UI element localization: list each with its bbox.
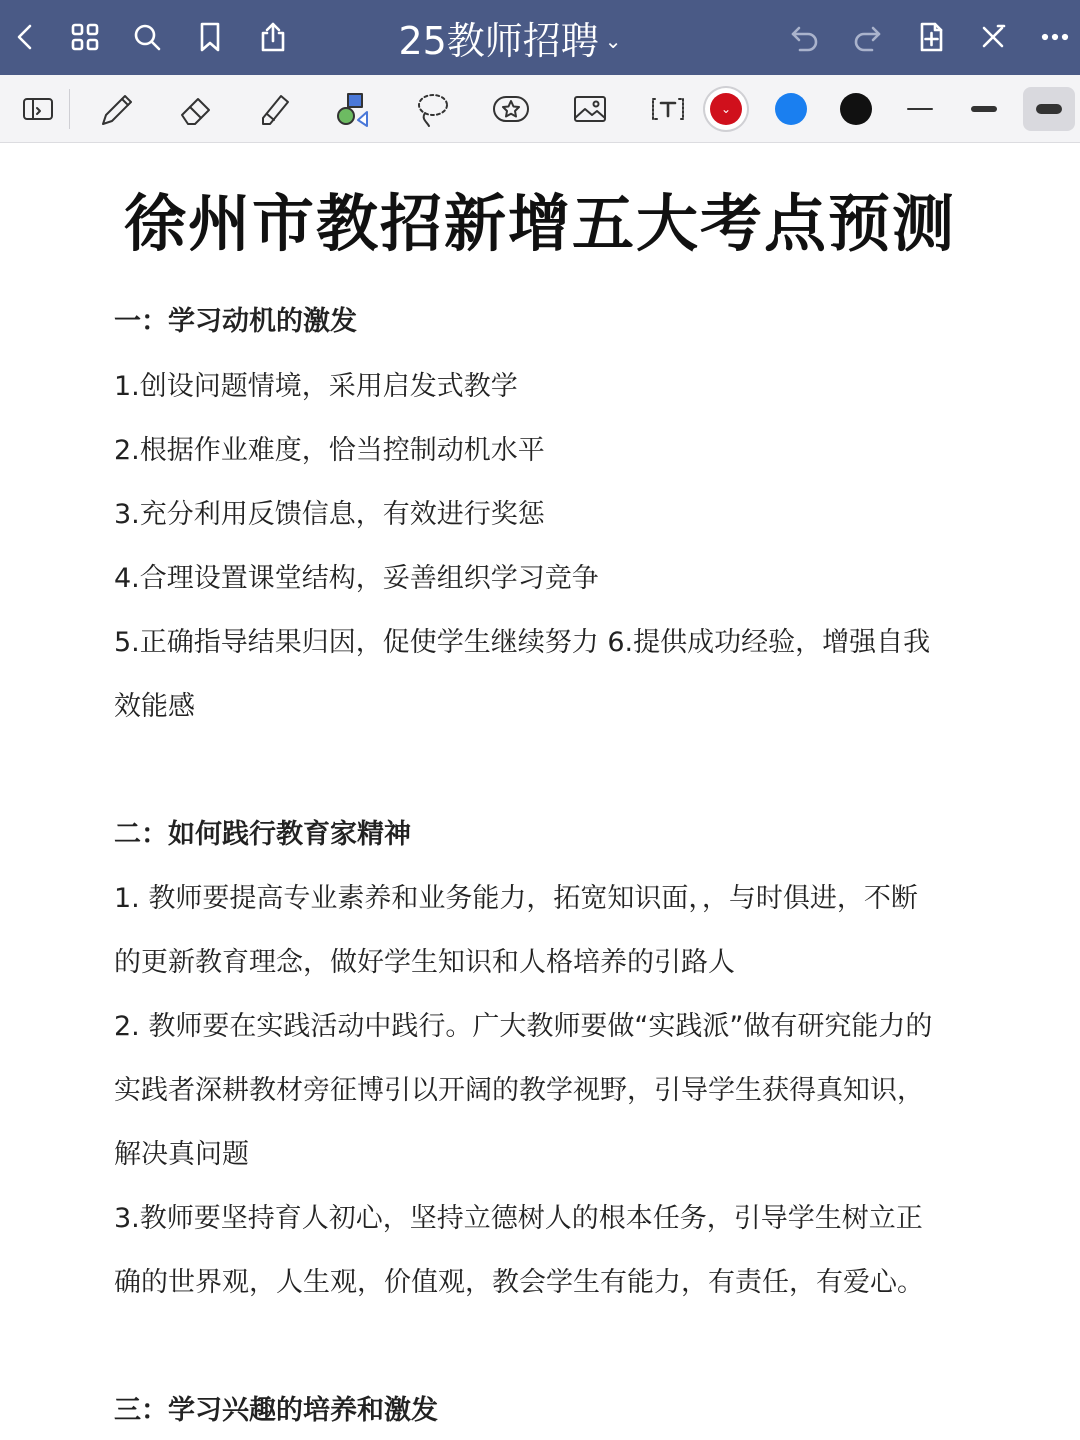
text-line: 3.教师要坚持育人初心，坚持立德树人的根本任务，引导学生树立正 <box>114 1203 923 1234</box>
lasso-icon[interactable] <box>404 82 460 136</box>
section-heading: 二：如何践行教育家精神 <box>114 819 411 850</box>
color-swatch-black[interactable] <box>840 93 872 125</box>
redo-icon[interactable] <box>842 12 892 62</box>
text-line: 1. 教师要提高专业素养和业务能力，拓宽知识面，，与时俱进，不断 <box>114 883 918 914</box>
color-swatch-blue[interactable] <box>775 93 807 125</box>
undo-icon[interactable] <box>780 12 830 62</box>
search-icon[interactable] <box>122 12 172 62</box>
color-swatch-red[interactable] <box>710 93 742 125</box>
highlighter-icon[interactable] <box>246 82 302 136</box>
share-icon[interactable] <box>248 12 298 62</box>
section-heading: 一：学习动机的激发 <box>114 306 357 337</box>
stroke-thick-button[interactable] <box>1023 87 1075 131</box>
toolbar-divider <box>69 89 70 129</box>
document-title: 25教师招聘 <box>398 19 599 63</box>
image-icon[interactable] <box>562 82 618 136</box>
annotation-toolbar <box>0 75 1080 143</box>
pen-icon[interactable] <box>88 82 144 136</box>
add-page-icon[interactable] <box>906 12 956 62</box>
document-page <box>0 144 1080 1440</box>
document-title-dropdown[interactable] <box>360 0 660 75</box>
text-line: 的更新教育理念，做好学生知识和人格培养的引路人 <box>114 947 735 978</box>
text-line: 实践者深耕教材旁征博引以开阔的教学视野，引导学生获得真知识， <box>114 1075 924 1106</box>
text-line: 3.充分利用反馈信息，有效进行奖惩 <box>114 499 545 530</box>
page-title: 徐州市教招新增五大考点预测 <box>123 187 956 260</box>
grid-icon[interactable] <box>60 12 110 62</box>
close-icon[interactable] <box>968 12 1018 62</box>
back-icon[interactable] <box>0 12 50 62</box>
text-line: 5.正确指导结果归因，促使学生继续努力 6.提供成功经验，增强自我 <box>114 627 931 658</box>
chevron-down-icon: ⌄ <box>720 102 732 116</box>
chevron-down-icon: ⌄ <box>604 28 622 53</box>
text-line: 4.合理设置课堂结构，妥善组织学习竞争 <box>114 563 599 594</box>
eraser-icon[interactable] <box>167 82 223 136</box>
shapes-icon[interactable] <box>325 82 381 136</box>
text-line: 解决真问题 <box>114 1139 249 1170</box>
text-line: 确的世界观，人生观，价值观，教会学生有能力，有责任，有爱心。 <box>114 1267 924 1298</box>
top-navigation-bar <box>0 0 1080 75</box>
stroke-thin-button[interactable] <box>894 87 946 131</box>
text-icon[interactable] <box>640 82 696 136</box>
sidebar-toggle-icon[interactable] <box>10 82 66 136</box>
bookmark-icon[interactable] <box>185 12 235 62</box>
more-icon[interactable] <box>1030 12 1080 62</box>
section-heading: 三：学习兴趣的培养和激发 <box>114 1395 438 1426</box>
sticker-icon[interactable] <box>483 82 539 136</box>
text-line: 1.创设问题情境，采用启发式教学 <box>114 371 518 402</box>
text-line: 2. 教师要在实践活动中践行。广大教师要做“实践派”做有研究能力的 <box>114 1011 933 1042</box>
text-line: 2.根据作业难度，恰当控制动机水平 <box>114 435 545 466</box>
text-line: 效能感 <box>114 691 195 722</box>
stroke-medium-button[interactable] <box>958 87 1010 131</box>
